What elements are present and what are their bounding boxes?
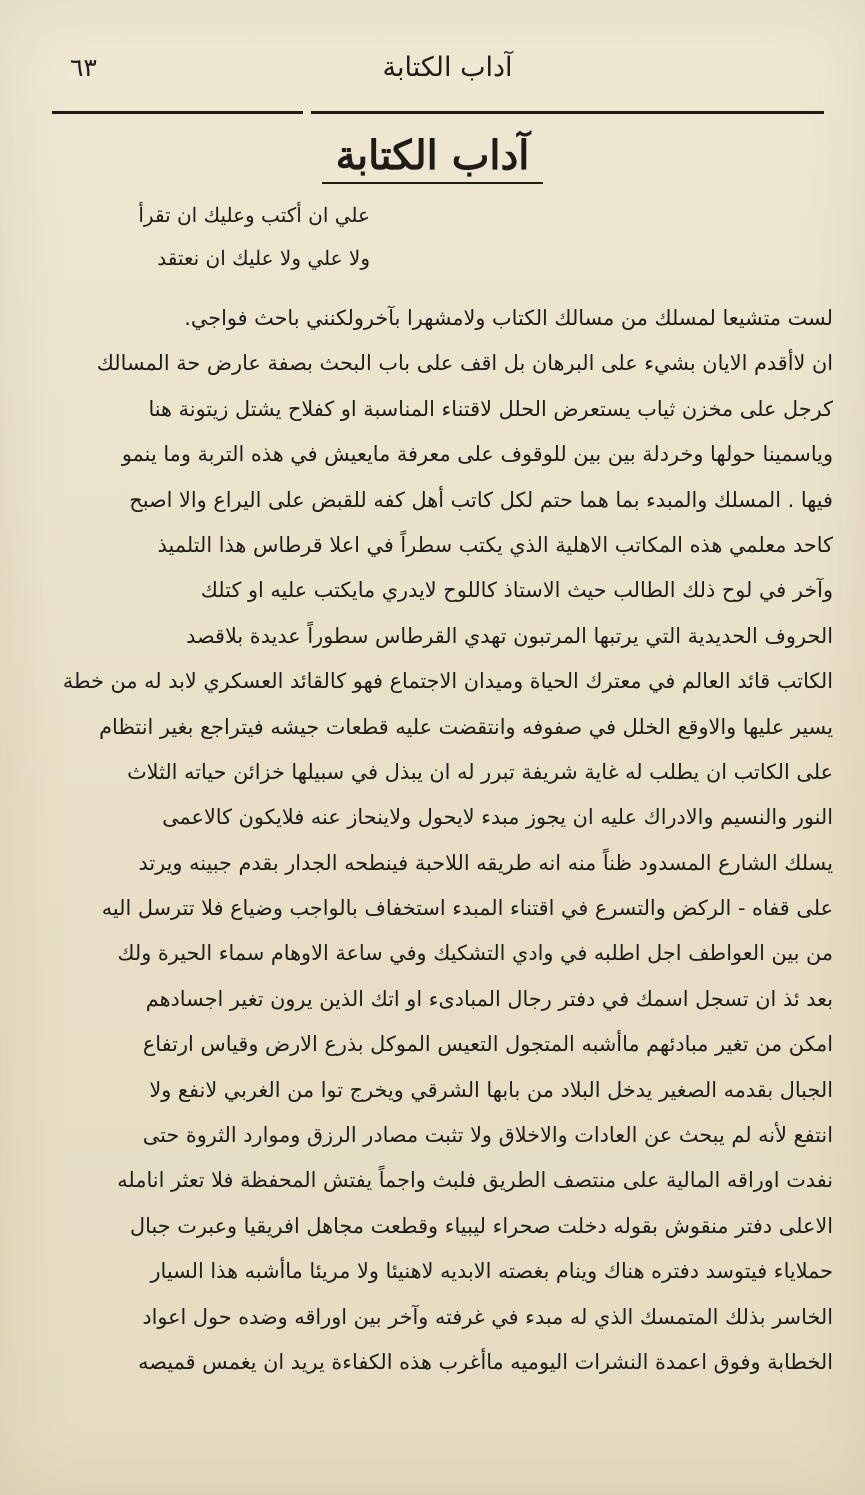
header-rule-right: [311, 111, 824, 114]
text-line: كرجل على مخزن ثياب يستعرض الحلل لاقتناء المناسبة او كفلاح يشتل زيتونة هنا: [148, 396, 833, 421]
text-line: على قفاه - الركض والتسرع في اقتناء المبدء استخفاف بالواجب وضياع فلا تترسل اليه: [101, 896, 833, 921]
text-line: الخطابة وفوق اعمدة النشرات اليوميه ماأغرب هذه الكفاءة يريد ان يغمس قميصه: [138, 1349, 833, 1374]
text-line: حملاياء فيتوسد دفتره هناك وينام بغصته الابديه لاهنيئا ولا مريئا ماأشبه هذا السيار: [150, 1259, 833, 1284]
text-line: انتفع لأنه لم يبحث عن العادات والاخلاق ولا تثبت مصادر الرزق وموارد الثروة حتى: [142, 1123, 833, 1148]
text-line: الجبال بقدمه الصغير يدخل البلاد من بابها الشرقي ويخرج توا من الغربي لانفع ولا: [149, 1077, 833, 1102]
article-title-container: [0, 130, 865, 184]
header-rule-left: [52, 111, 303, 114]
text-line: يسلك الشارع المسدود ظناً منه انه طريقه اللاحبة فينطحه الجدار بقدم جبينه ويرتد: [138, 850, 833, 875]
running-title: آداب الكتابة: [382, 52, 513, 83]
text-line: الحروف الحديدية التي يرتبها المرتبون تهدي القرطاس سطوراً عديدة بلاقصد: [186, 623, 833, 648]
text-line: كاحد معلمي هذه المكاتب الاهلية الذي يكتب سطراً في اعلا قرطاس هذا التلميذ: [157, 532, 833, 557]
text-line: بعد ئذ ان تسجل اسمك في دفتر رجال المبادىء او اتك الذين يرون تغير اجسادهم: [145, 986, 833, 1011]
text-line: فيها . المسلك والمبدء بما هما حتم لكل كاتب أهل كفه للقبض على اليراع والا اصبح: [129, 487, 833, 512]
epigraph-line: ولا علي ولا عليك ان نعتقد: [157, 246, 370, 270]
text-line: من بين العواطف اجل اطلبه في وادي التشكيك وفي ساعة الاوهام سماء الحيرة ولك: [117, 941, 833, 966]
text-line: وياسمينا حولها وخردلة بين بين للوقوف على معرفة مايعيش في هذه التربة وما ينمو: [121, 442, 833, 467]
article-title: آداب الكتابة: [322, 130, 544, 184]
text-line: وآخر في لوح ذلك الطالب حيث الاستاذ كاللوح لايدري مايكتب عليه او كتلك: [200, 578, 833, 603]
text-line: الخاسر بذلك المتمسك الذي له مبدء في غرفته وآخر بين اوراقه وضده حول اعواد: [142, 1304, 833, 1329]
text-line: امكن من تغير مبادئهم ماأشبه المتجول التعيس الموكل بذرع الارض وقياس ارتفاع: [142, 1032, 833, 1057]
text-line: ان لاأقدم الايان بشيء على البرهان بل اقف على باب البحث بصفة عارض حة المسالك: [96, 351, 833, 376]
text-line: الكاتب قائد العالم في معترك الحياة وميدان الاجتماع فهو كالقائد العسكري لابد له من خطة: [62, 669, 833, 694]
text-line: نفدت اوراقه المالية على منتصف الطريق فلبث واجماً يفتش المحفظة فلا تعثر انامله: [117, 1168, 833, 1193]
text-line: النور والنسيم والادراك عليه ان يجوز مبدء لايحول ولاينحاز عنه فلايكون كالاعمى: [162, 805, 833, 830]
text-line: الاعلى دفتر منقوش بقوله دخلت صحراء ليبياء وقطعت مجاهل افريقيا وعبرت جبال: [130, 1213, 833, 1238]
epigraph-line: علي ان أكتب وعليك ان تقرأ: [138, 203, 370, 227]
article-body: [28, 296, 833, 1385]
text-line: على الكاتب ان يطلب له غاية شريفة تبرر له ان يبذل في سبيلها خزائن حياته الثلاث: [127, 759, 833, 784]
text-line: لست متشيعا لمسلك من مسالك الكتاب ولامشهرا بآخرولكنني باحث فواجي.: [184, 306, 833, 330]
running-header: [70, 48, 825, 88]
page-number: ٦٣: [70, 53, 97, 82]
text-line: يسير عليها والاوقع الخلل في صفوفه وانتقضت عليه قطعات جيشه فيتراجع بغير انتظام: [99, 714, 833, 739]
